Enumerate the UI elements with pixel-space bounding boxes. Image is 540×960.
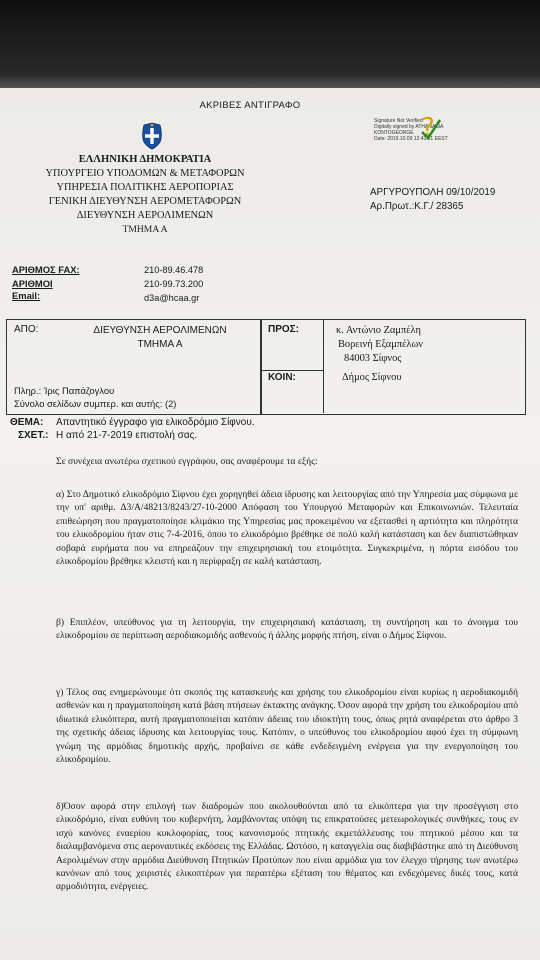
cc-value: Δήμος Σίφνου: [342, 372, 402, 383]
from-line-1: ΔΙΕΥΘΥΝΣΗ ΑΕΡΟΛΙΜΕΝΩΝ: [93, 325, 227, 336]
to-label: ΠΡΟΣ:: [268, 324, 300, 335]
signature-line-1: Signature Not Verified: [374, 118, 423, 124]
paragraph-b: β) Επιπλέον, υπεύθυνος για τη λειτουργία, την επιχειρησιακή κατάσταση, τη συντήρηση και το άνοιγμα του ελικοδρομίου σε περίπτωση αεροδιακομιδής ασθενούς ή άλλης μορφής πτήση, είναι ο Δήμος Σίφνου.: [56, 617, 518, 642]
info-block: [14, 384, 176, 410]
page-count: Σύνολο σελίδων συμπερ. και αυτής: (2): [14, 398, 177, 409]
paragraph-a: α) Στο Δημοτικό ελικοδρόμιο Σίφνου έχει χορηγηθεί άδεια ίδρυσης και λειτουργίας από την Υπηρεσία μας σύμφωνα με την υπ' αριθμ. Δ3/Α/48213/8243/27-10-2000 Απόφαση του Υπουργού Μεταφορών και Επικοινωνιών. Τελευταία επιθεώρηση που πραγματοποίησε κλιμάκιο της Υπηρεσίας μας προκειμένου να εξετασθεί η αρτιότητα και πληρότητα του ελικοδρομίου ήταν στις 7-4-2016, όπου το ελικοδρόμιο βρέθηκε σε πολύ καλή κατάσταση και δεν διαπιστώθηκαν σοβαρά ευρήματα που να επηρεάζουν την επιχειρησιακή του ετοιμότητα. Συγκεκριμένα, η πόρτα εισόδου του ελικοδρομίου βρέθηκε κλειστή και η περίφραξη σε καλή κατάσταση.: [56, 489, 518, 568]
svg-text:?: ?: [421, 113, 435, 142]
protocol-number: Αρ.Πρωτ.:Κ.Γ./ 28365: [370, 201, 464, 212]
directorate-title: ΔΙΕΥΘΥΝΣΗ ΑΕΡΟΛΙΜΕΝΩΝ: [76, 210, 214, 221]
signature-line-4: Date: 2019.10.09 12:43:51 EEST: [374, 136, 448, 142]
email-value: d3a@hcaa.gr: [144, 293, 200, 303]
phone-label: ΑΡΙΘΜΟΙ: [12, 278, 53, 289]
from-line-2: ΤΜΗΜΑ Α: [137, 339, 183, 350]
email-label: Email:: [12, 290, 41, 301]
contacts-values: [144, 263, 203, 305]
from-value: [62, 324, 258, 352]
signature-block: [374, 113, 504, 152]
fax-label: ΑΡΙΘΜΟΣ FAX:: [12, 264, 80, 275]
reference-text: Η από 21-7-2019 επιστολή σας.: [56, 430, 198, 441]
cc-label: ΚΟΙΝ:: [268, 372, 296, 383]
signature-check-icon: [418, 112, 444, 142]
to-cc-divider: [261, 370, 323, 371]
reference-label: ΣΧΕΤ.:: [18, 430, 49, 441]
paragraph-c: γ) Τέλος σας ενημερώνουμε ότι σκοπός της κατασκευής και χρήσης του ελικοδρομίου είναι κυρίως η αεροδιακομιδή ασθενών και η πραγματοποίηση κατά βάση πτήσεων έκτακτης ανάγκης. Όσον αφορά την χρήση του ελικοδρομίου από ιδιωτικά ελικόπτερα, αυτή πραγματοποιείται κατόπιν άδειας του ιδιοκτήτη τους, όπως ρητά αναφέρεται στο άρθρο 3 της σχετικής άδειας ίδρυσης και λειτουργίας τους. Κατόπιν, ο υπεύθυνος του ελικοδρομίου αφού έχει τη σύμφωνη γνώμη της αρμόδιας δημοτικής αρχής, προβαίνει σε κάθε ενδεδειγμένη ενέργεια για την ενεργοποίηση του ελικοδρομίου.: [56, 687, 518, 766]
subject-label: ΘΕΜΑ:: [10, 417, 44, 428]
contact-person: Πληρ.: Ίρις Παπάζογλου: [14, 385, 115, 396]
fax-value: 210-89.46.478: [144, 265, 204, 275]
service-title: ΥΠΗΡΕΣΙΑ ΠΟΛΙΤΙΚΗΣ ΑΕΡΟΠΟΡΙΑΣ: [56, 182, 234, 193]
to-label-divider: [323, 320, 324, 413]
from-label: ΑΠΟ:: [14, 324, 39, 335]
paragraph-d: δ)Όσον αφορά στην επιλογή των διαδρομών που ακολουθούνται από τα ελικόπτερα για την προσέγγιση στο ελικοδρόμιο, είναι ευθύνη του κυβερνήτη, λαμβάνοντας υπόψη τις επικρατούσες μετεωρολογικές συνθήκες, τους εν ισχύ κανόνες εναερίου κυκλοφορίας, τους κανονισμούς πτητικής εκμετάλλευσης του πτητικού μέσου και τα διαλαμβανόμενα στις αεροναυτικές εκδόσεις της Ελλάδας. Ωστόσο, η καταγγελία σας διαβιβάστηκε από τη Διεύθυνση Αερολιμένων στην αρμόδια Διεύθυνση Πτητικών Προτύπων που είναι αρμόδια για τον έλεγχο τήρησης των ανωτέρω κανόνων από τους χειριστές ελικοπτέρων για περαιτέρω εξέταση του θέματος και ενδεχόμενες δικές τους, κατά αρμοδιότητα, ενέργειες.: [56, 801, 518, 893]
republic-title: ΕΛΛΗΝΙΚΗ ΔΗΜΟΚΡΑΤΙΑ: [78, 154, 212, 165]
phone-value: 210-99.73.200: [144, 279, 204, 289]
general-directorate-title: ΓΕΝΙΚΗ ΔΙΕΥΘΥΝΣΗ ΑΕΡΟΜΕΤΑΦΟΡΩΝ: [48, 196, 242, 207]
greek-coat-of-arms-icon: [140, 122, 164, 150]
document-page: [0, 88, 540, 960]
place-date: ΑΡΓΥΡΟΥΠΟΛΗ 09/10/2019: [370, 187, 496, 198]
contacts-labels: [12, 263, 80, 303]
copy-stamp: ΑΚΡΙΒΕΣ ΑΝΤΙΓΡΑΦΟ: [199, 100, 301, 111]
header-right: [370, 186, 530, 214]
intro-paragraph: Σε συνέχεια ανωτέρω σχετικού εγγράφου, σας αναφέρουμε τα εξής:: [56, 456, 318, 467]
to-line-1: κ. Αντώνιο Ζαμπέλη: [336, 325, 421, 336]
signature-line-2: Digitally signed by ATHANASIA: [374, 124, 444, 130]
header-left: [20, 153, 270, 237]
photo-dark-background: [0, 0, 540, 88]
to-line-2: Βορεινή Εξαμπέλων: [338, 339, 423, 350]
ministry-title: ΥΠΟΥΡΓΕΙΟ ΥΠΟΔΟΜΩΝ & ΜΕΤΑΦΟΡΩΝ: [45, 168, 245, 179]
to-line-3: 84003 Σίφνος: [344, 353, 402, 364]
to-value: [336, 324, 423, 366]
section-title: ΤΜΗΜΑ Α: [122, 224, 168, 235]
signature-line-3: KONTOGEORGE: [374, 130, 414, 136]
subject-text: Απαντητικό έγγραφο για ελικοδρόμιο Σίφνου.: [56, 417, 255, 428]
